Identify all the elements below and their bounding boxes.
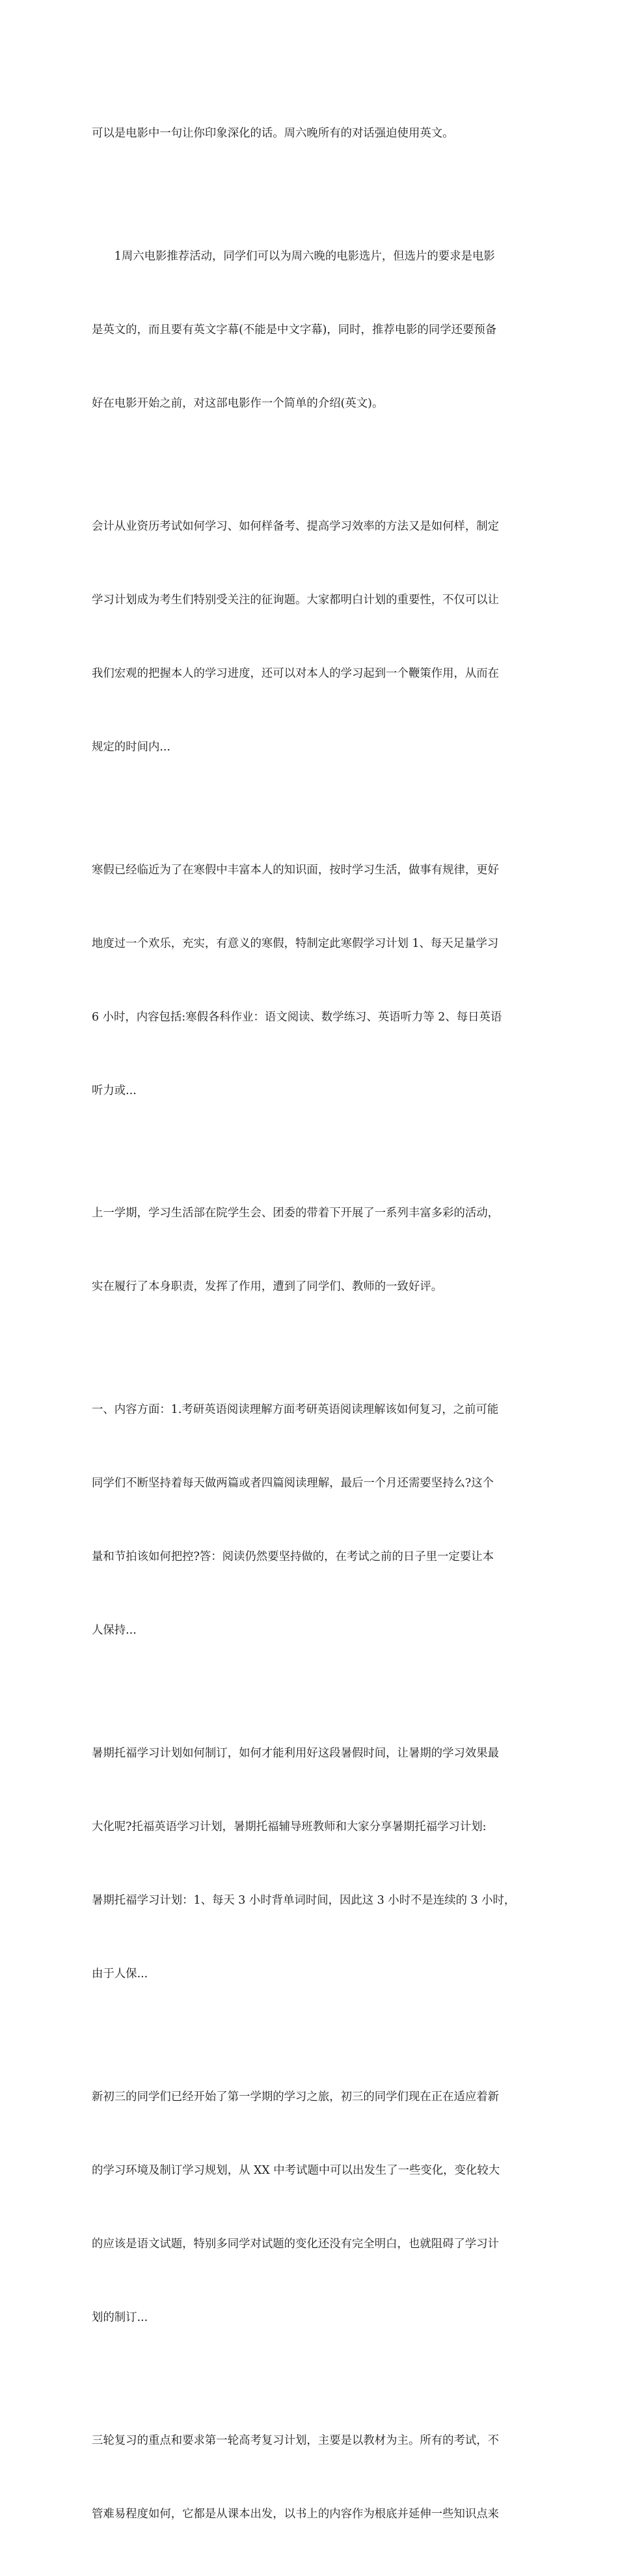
text-line: 暑期托福学习计划如何制订，如何才能利用好这段暑假时间，让暑期的学习效果最 xyxy=(92,1746,500,1760)
text-line: 是英文的，而且要有英文字幕(不能是中文字幕)，同时，推荐电影的同学还要预备 xyxy=(92,323,497,337)
text-line: 同学们不断坚持着每天做两篇或者四篇阅读理解，最后一个月还需要坚持么?这个 xyxy=(92,1477,494,1490)
text-line: 管难易程度如何，它都是从课本出发，以书上的内容作为根底并延伸一些知识点来 xyxy=(92,2507,500,2521)
paragraph xyxy=(92,196,541,466)
text-line: 好在电影开始之前，对这部电影作一个简单的介绍(英文)。 xyxy=(92,397,384,411)
text-line: 三轮复习的重点和要求第一轮高考复习计划，主要是以教材为主。所有的考试，不 xyxy=(92,2433,500,2447)
text-line: 新初三的同学们已经开始了第一学期的学习之旅，初三的同学们现在正在适应着新 xyxy=(92,2090,500,2103)
text-line: 由于人保... xyxy=(92,1967,148,1981)
text-line: 地度过一个欢乐，充实，有意义的寒假，特制定此寒假学习计划 1、每天足量学习 xyxy=(92,937,499,950)
paragraph xyxy=(92,2379,541,2576)
paragraph xyxy=(92,73,541,196)
text-line: 人保持... xyxy=(92,1624,137,1637)
text-line: 听力或... xyxy=(92,1084,137,1097)
text-line: 的学习环境及制订学习规划，从 XX 中考试题中可以出发生了一些变化，变化较大 xyxy=(92,2163,500,2177)
text-line: 大化呢?托福英语学习计划，暑期托福辅导班教师和大家分享暑期托福学习计划: xyxy=(92,1820,487,1833)
document-body xyxy=(92,73,541,2576)
paragraph xyxy=(92,1153,541,1349)
text-line: 实在履行了本身职责，发挥了作用，遭到了同学们、教师的一致好评。 xyxy=(92,1280,443,1294)
paragraph xyxy=(92,1349,541,1693)
text-line: 我们宏观的把握本人的学习进度，还可以对本人的学习起到一个鞭策作用，从而在 xyxy=(92,666,500,680)
text-line: 上一学期，学习生活部在院学生会、团委的带着下开展了一系列丰富多彩的活动， xyxy=(92,1207,500,1220)
text-line: 量和节拍该如何把控?答：阅读仍然要坚持做的，在考试之前的日子里一定要让本 xyxy=(92,1550,494,1564)
text-line: 寒假已经临近为了在寒假中丰富本人的知识面，按时学习生活，做事有规律，更好 xyxy=(92,863,500,877)
text-line: 1周六电影推荐活动，同学们可以为周六晚的电影选片，但选片的要求是电影 xyxy=(92,249,495,263)
text-line: 规定的时间内... xyxy=(92,740,170,754)
paragraph xyxy=(92,2036,541,2379)
text-line: 暑期托福学习计划：1、每天 3 小时背单词时间，因此这 3 小时不是连续的 3 小时， xyxy=(92,1894,516,1908)
text-line: 的应该是语文试题，特别多同学对试题的变化还没有完全明白，也就阻碍了学习计 xyxy=(92,2237,500,2251)
text-line: 划的制订... xyxy=(92,2310,148,2324)
paragraph xyxy=(92,809,541,1153)
text-line: 一、内容方面：1.考研英语阅读理解方面考研英语阅读理解该如何复习，之前可能 xyxy=(92,1403,499,1416)
text-line: 会计从业资历考试如何学习、如何样备考、提高学习效率的方法又是如何样，制定 xyxy=(92,519,500,533)
paragraph xyxy=(92,1692,541,2036)
text-line: 6 小时，内容包括:寒假各科作业：语文阅读、数学练习、英语听力等 2、每日英语 xyxy=(92,1010,502,1024)
text-line: 可以是电影中一句让你印象深化的话。周六晚所有的对话强迫使用英文。 xyxy=(92,127,454,141)
text-line: 学习计划成为考生们特别受关注的征询题。大家都明白计划的重要性，不仅可以让 xyxy=(92,593,500,607)
paragraph xyxy=(92,465,541,809)
